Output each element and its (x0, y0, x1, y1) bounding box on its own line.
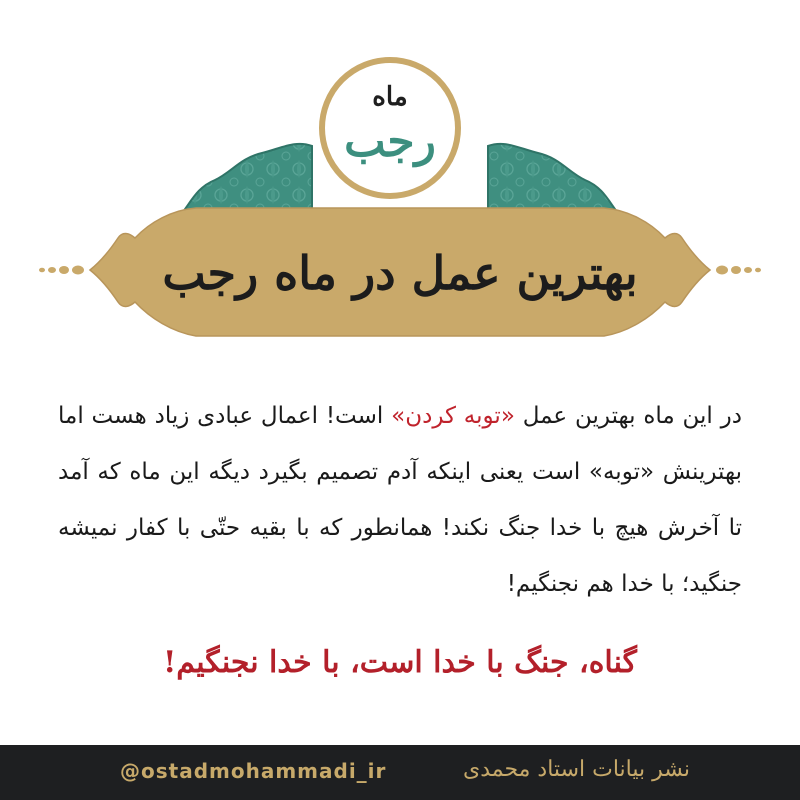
social-handle: @ostadmohammadi_ir (120, 759, 387, 783)
publisher-signature: نشر بیانات استاد محمدی (462, 757, 690, 782)
right-side-ornament (716, 266, 761, 275)
badge-top-word: ماه (372, 82, 408, 112)
conclusion-line: گناه، جنگ با خدا است، با خدا نجنگیم! (163, 645, 637, 680)
body-highlight: «توبه کردن» (391, 403, 515, 429)
body-text-part1: در این ماه بهترین عمل (514, 403, 742, 429)
footer-bar (0, 745, 800, 800)
left-side-ornament (39, 266, 84, 275)
body-text-part2: است! اعمال عبادی زیاد هست اما بهترینش «توبه» است یعنی اینکه آدم تصمیم بگیرد دیگه این ماه که آمد تا آخرش هیچ با خدا جنگ نکند! همانطور که با بقیه حتّی با کفار نمیشه جنگید؛ با خدا هم نجنگیم! (58, 403, 742, 597)
body-paragraph (58, 388, 742, 612)
badge-main-word: رجب (344, 116, 436, 167)
page-title: بهترین عمل در ماه رجب (162, 246, 638, 300)
